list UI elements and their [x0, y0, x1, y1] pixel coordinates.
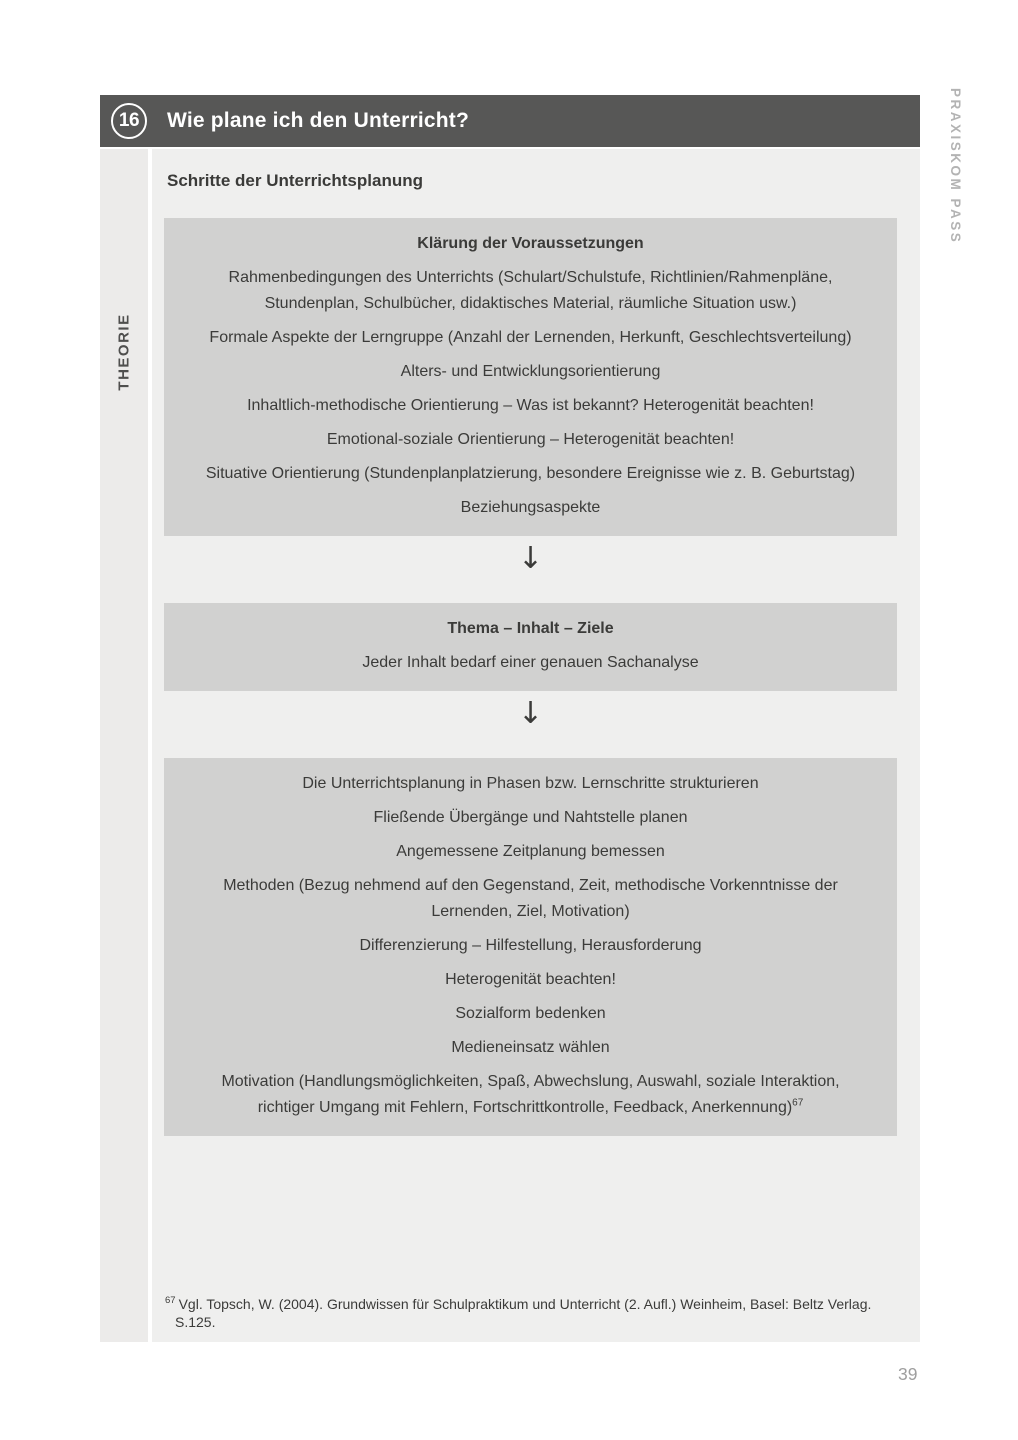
flow-box-prerequisites: [164, 218, 897, 536]
down-arrow-icon: ↓: [517, 541, 544, 576]
flow-box-title: Thema – Inhalt – Ziele: [447, 620, 614, 637]
flow-box-item: Sozialform bedenken: [455, 1005, 606, 1022]
chapter-title: Wie plane ich den Unterricht?: [167, 109, 469, 132]
flow-box-item: Rahmenbedingungen des Unterrichts (Schulart/Schulstufe, Richtlinien/Rahmenpläne, Stundenplan, Schulbücher, didaktisches Material, räumliche Situation usw.): [228, 269, 833, 312]
footnote-page-ref: S.125.: [175, 1314, 216, 1330]
flow-box-item: Die Unterrichtsplanung in Phasen bzw. Lernschritte strukturieren: [302, 775, 759, 792]
flow-box-item: Inhaltlich-methodische Orientierung – Was ist bekannt? Heterogenität beachten!: [247, 397, 814, 414]
flow-box-item: Differenzierung – Hilfestellung, Herausforderung: [359, 937, 702, 954]
flow-arrow-row: [164, 542, 897, 576]
footnote: [165, 1295, 923, 1331]
theorie-tab-label: THEORIE: [115, 313, 133, 391]
flow-box-item: Heterogenität beachten!: [445, 971, 616, 988]
page-number: 39: [898, 1364, 918, 1384]
footnote-marker: 67: [165, 1295, 176, 1307]
flow-box-item: Angemessene Zeitplanung bemessen: [396, 843, 665, 860]
flow-box-item: Jeder Inhalt bedarf einer genauen Sachanalyse: [362, 654, 699, 671]
flow-box-item: Formale Aspekte der Lerngruppe (Anzahl der Lernenden, Herkunft, Geschlechtsverteilung): [209, 329, 852, 346]
flow-box-item: Emotional-soziale Orientierung – Heterogenität beachten!: [326, 431, 735, 448]
flow-box-structuring: [164, 758, 897, 1136]
flow-box-item: Situative Orientierung (Stundenplanplatzierung, besondere Ereignisse wie z. B. Geburtstag): [205, 465, 856, 482]
flow-box-title: Klärung der Voraussetzungen: [417, 235, 644, 252]
section-heading: Schritte der Unterrichtsplanung: [167, 171, 423, 190]
down-arrow-icon: ↓: [517, 696, 544, 731]
flow-box-item: [192, 1069, 869, 1121]
flow-box-item: Medieneinsatz wählen: [451, 1039, 610, 1056]
chapter-number: 16: [118, 110, 140, 131]
flow-box-item-text: Motivation (Handlungsmöglichkeiten, Spaß, Abwechslung, Auswahl, soziale Interaktion, richtiger Umgang mit Fehlern, Fortschrittkontrolle, Feedback, Anerkennung): [221, 1073, 840, 1116]
flow-box-item: Beziehungsaspekte: [460, 499, 601, 516]
flow-arrow-row: [164, 697, 897, 731]
chapter-number-badge: [111, 103, 147, 139]
footnote-text: Vgl. Topsch, W. (2004). Grundwissen für Schulpraktikum und Unterricht (2. Aufl.) Weinheim, Basel: Beltz Verlag.: [178, 1296, 872, 1312]
footnote-reference: 67: [792, 1097, 804, 1109]
flow-box-item: Methoden (Bezug nehmend auf den Gegenstand, Zeit, methodische Vorkenntnisse der Lernenden, Ziel, Motivation): [223, 877, 838, 920]
series-label-vertical: PRAXISKOM PASS: [948, 88, 963, 245]
flow-box-topic: [164, 603, 897, 691]
content-panel: [152, 149, 920, 1342]
flow-box-item: Fließende Übergänge und Nahtstelle planen: [373, 809, 688, 826]
chapter-header: [100, 95, 920, 147]
theorie-tab-strip: [100, 149, 148, 1342]
flow-box-item: Alters- und Entwicklungsorientierung: [400, 363, 661, 380]
